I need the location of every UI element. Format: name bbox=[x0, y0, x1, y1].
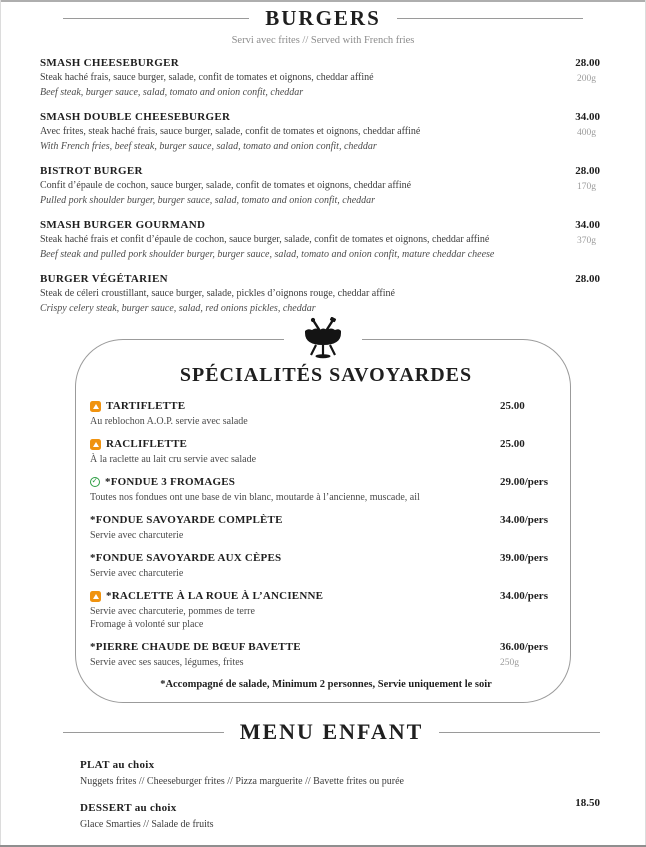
enfant-section-title: MENU ENFANT bbox=[239, 719, 424, 744]
item-weight: 400g bbox=[577, 128, 596, 138]
item-pricing bbox=[500, 640, 562, 669]
menu-item bbox=[40, 56, 600, 99]
item-pricing bbox=[500, 475, 562, 504]
item-name-row bbox=[90, 475, 494, 489]
item-price: 34.00 bbox=[575, 219, 600, 231]
item-name: SMASH DOUBLE CHEESEBURGER bbox=[40, 111, 231, 123]
item-text bbox=[40, 164, 554, 207]
item-price: 28.00 bbox=[575, 57, 600, 69]
grill-icon-holder bbox=[284, 317, 362, 359]
savoyardes-box bbox=[75, 339, 571, 703]
item-text bbox=[90, 589, 500, 631]
item-text bbox=[90, 551, 500, 580]
title-rule-left bbox=[63, 732, 224, 733]
item-desc: Servie avec charcuterie bbox=[90, 530, 184, 541]
item-text bbox=[40, 272, 554, 315]
menu-enfant-price: 18.50 bbox=[575, 797, 600, 809]
item-text bbox=[90, 475, 500, 504]
item-desc: Au reblochon A.O.P. servie avec salade bbox=[90, 416, 248, 427]
item-name: *FONDUE SAVOYARDE AUX CÈPES bbox=[90, 552, 282, 564]
menu-item bbox=[90, 589, 562, 631]
item-pricing bbox=[500, 513, 562, 542]
item-name-row bbox=[90, 551, 494, 565]
savoyardes-section-title: SPÉCIALITÉS SAVOYARDES bbox=[179, 364, 473, 386]
item-pricing bbox=[500, 551, 562, 580]
item-weight: 170g bbox=[577, 182, 596, 192]
item-desc-fr: Steak haché frais, sauce burger, salade, confit de tomates et oignons, cheddar affiné bbox=[40, 72, 374, 83]
menu-item bbox=[90, 551, 562, 580]
item-name-row bbox=[90, 399, 494, 413]
menu-item bbox=[40, 164, 600, 207]
item-price: 34.00/pers bbox=[500, 590, 548, 602]
fondue-pot-icon bbox=[300, 317, 346, 359]
item-name-row bbox=[90, 437, 494, 451]
item-desc-en: With French fries, beef steak, burger sauce, salad, tomato and onion confit, cheddar bbox=[40, 140, 377, 152]
burgers-subtitle: Servi avec frites // Served with French fries bbox=[231, 35, 415, 46]
item-name: TARTIFLETTE bbox=[106, 400, 186, 412]
title-rule-right bbox=[397, 18, 583, 19]
item-name: RACLIFLETTE bbox=[106, 438, 188, 450]
menu-enfant-section bbox=[0, 703, 646, 831]
item-name: BURGER VÉGÉTARIEN bbox=[40, 273, 168, 285]
menu-item bbox=[40, 272, 600, 315]
item-name: SMASH CHEESEBURGER bbox=[40, 57, 179, 69]
item-price: 25.00 bbox=[500, 438, 525, 450]
item-desc: Servie avec charcuterie, pommes de terre bbox=[90, 606, 255, 617]
burgers-section-title: BURGERS bbox=[265, 6, 381, 30]
item-pricing bbox=[500, 589, 562, 631]
item-name: *FONDUE 3 FROMAGES bbox=[105, 476, 236, 488]
item-name-row bbox=[90, 513, 494, 527]
item-price: 25.00 bbox=[500, 400, 525, 412]
item-pricing bbox=[554, 56, 600, 99]
item-desc-en: Crispy celery steak, burger sauce, salad, red onions pickles, cheddar bbox=[40, 302, 316, 314]
item-name-row bbox=[90, 640, 494, 654]
menu-item bbox=[90, 513, 562, 542]
item-pricing bbox=[554, 218, 600, 261]
item-desc-fr: Steak de céleri croustillant, sauce burger, salade, pickles d’oignons rouge, cheddar affiné bbox=[40, 288, 395, 299]
item-price: 28.00 bbox=[575, 273, 600, 285]
item-pricing bbox=[554, 164, 600, 207]
menu-item bbox=[90, 399, 562, 428]
item-desc-en: Pulled pork shoulder burger, burger sauce, salad, tomato and onion confit, cheddar bbox=[40, 194, 376, 206]
item-desc: Toutes nos fondues ont une base de vin blanc, moutarde à l’ancienne, muscade, ail bbox=[90, 492, 420, 503]
menu-item bbox=[90, 475, 562, 504]
item-price: 39.00/pers bbox=[500, 552, 548, 564]
item-name: *FONDUE SAVOYARDE COMPLÈTE bbox=[90, 514, 283, 526]
title-rule-left bbox=[63, 18, 249, 19]
item-price: 36.00/pers bbox=[500, 641, 548, 653]
title-rule-right bbox=[439, 732, 600, 733]
course-options-plat: Nuggets frites // Cheeseburger frites // Pizza marguerite // Bavette frites ou purée bbox=[80, 776, 404, 787]
burgers-section bbox=[0, 47, 646, 315]
item-weight: 370g bbox=[577, 236, 596, 246]
course-label-plat: PLAT au choix bbox=[80, 759, 155, 771]
menu-item bbox=[90, 437, 562, 466]
enfant-content bbox=[63, 745, 600, 831]
item-pricing bbox=[500, 437, 562, 466]
item-desc-fr: Confit d’épaule de cochon, sauce burger, salade, confit de tomates et oignons, cheddar affiné bbox=[40, 180, 412, 191]
item-desc-2: Fromage à volonté sur place bbox=[90, 619, 204, 630]
item-desc-fr: Avec frites, steak haché frais, sauce burger, salade, confit de tomates et oignons, cheddar affiné bbox=[40, 126, 421, 137]
item-desc: À la raclette au lait cru servie avec salade bbox=[90, 454, 257, 465]
item-weight: 200g bbox=[577, 74, 596, 84]
vegetarian-check-icon bbox=[90, 477, 100, 487]
item-price: 29.00/pers bbox=[500, 476, 548, 488]
item-pricing bbox=[500, 399, 562, 428]
item-text bbox=[90, 437, 500, 466]
item-text bbox=[40, 110, 554, 153]
item-text bbox=[40, 56, 554, 99]
item-price: 34.00 bbox=[575, 111, 600, 123]
cheese-badge-icon bbox=[90, 591, 101, 602]
cheese-badge-icon bbox=[90, 401, 101, 412]
item-weight: 250g bbox=[500, 658, 519, 668]
burgers-header bbox=[0, 0, 646, 47]
menu-item bbox=[90, 640, 562, 669]
savoyardes-footnote: *Accompagné de salade, Minimum 2 personnes, Servie uniquement le soir bbox=[160, 679, 492, 690]
item-price: 28.00 bbox=[575, 165, 600, 177]
item-text bbox=[90, 399, 500, 428]
item-pricing bbox=[554, 110, 600, 153]
item-text bbox=[90, 640, 500, 669]
item-desc: Servie avec ses sauces, légumes, frites bbox=[90, 657, 244, 668]
item-pricing bbox=[554, 272, 600, 315]
item-desc-en: Beef steak and pulled pork shoulder burger, burger sauce, salad, tomato and onion confit, mature cheddar cheese bbox=[40, 248, 495, 260]
burgers-title-row bbox=[0, 6, 646, 31]
item-desc: Servie avec charcuterie bbox=[90, 568, 184, 579]
menu-item bbox=[40, 218, 600, 261]
item-name: BISTROT BURGER bbox=[40, 165, 143, 177]
enfant-title-row bbox=[63, 719, 600, 745]
item-name: *RACLETTE À LA ROUE À L’ANCIENNE bbox=[106, 590, 324, 602]
cheese-badge-icon bbox=[90, 439, 101, 450]
item-name: *PIERRE CHAUDE DE BŒUF BAVETTE bbox=[90, 641, 301, 653]
item-text bbox=[40, 218, 554, 261]
item-desc-fr: Steak haché frais et confit d’épaule de cochon, sauce burger, salade, confit de tomates et oignons, cheddar affiné bbox=[40, 234, 490, 245]
item-text bbox=[90, 513, 500, 542]
item-name-row bbox=[90, 589, 494, 603]
item-price: 34.00/pers bbox=[500, 514, 548, 526]
item-name: SMASH BURGER GOURMAND bbox=[40, 219, 206, 231]
course-options-dessert: Glace Smarties // Salade de fruits bbox=[80, 819, 214, 830]
item-desc-en: Beef steak, burger sauce, salad, tomato and onion confit, cheddar bbox=[40, 86, 304, 98]
course-label-dessert: DESSERT au choix bbox=[80, 802, 177, 814]
menu-item bbox=[40, 110, 600, 153]
photo-edge-top bbox=[0, 0, 646, 2]
